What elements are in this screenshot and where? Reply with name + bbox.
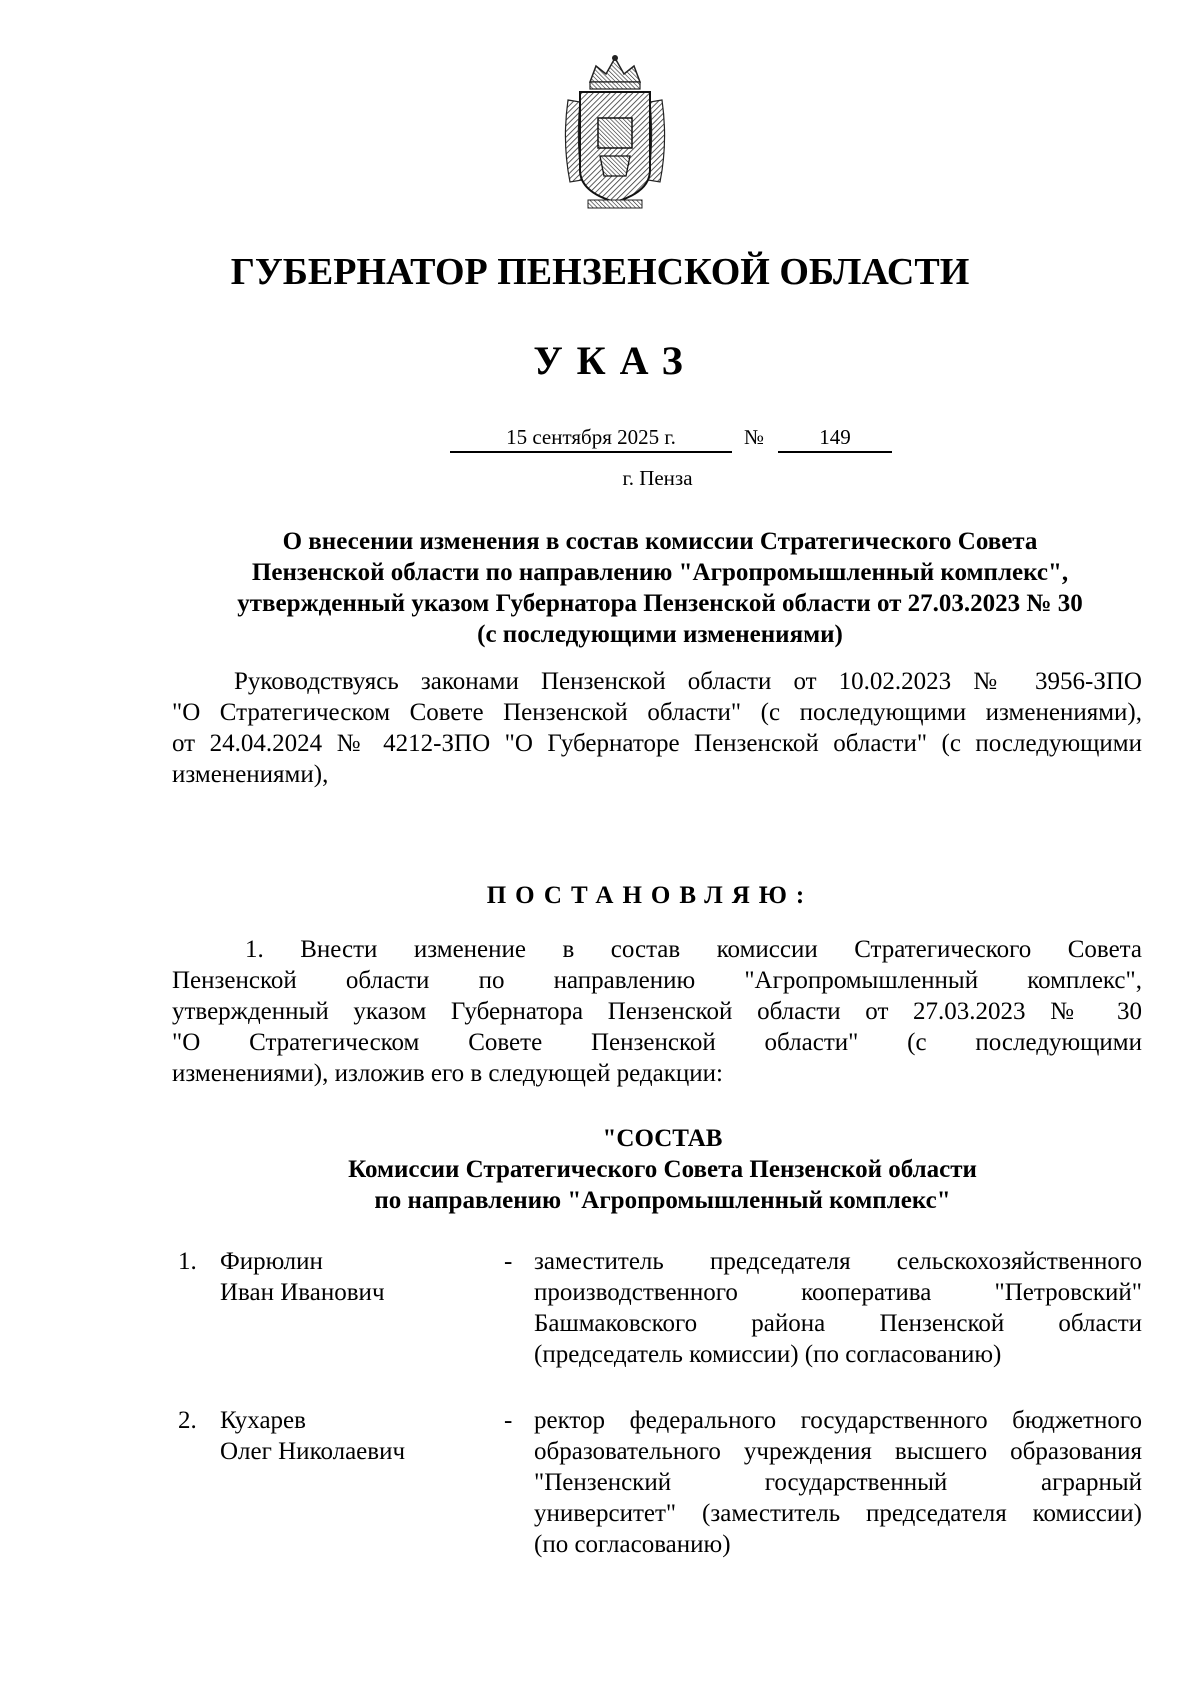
- item-1-line: "О Стратегическом Совете Пензенской области" (с последующими: [172, 1029, 1142, 1056]
- member-desc-line: Башмаковского района Пензенской области: [534, 1310, 1142, 1337]
- member-dash: -: [504, 1407, 513, 1434]
- member-desc-line: "Пензенский государственный аграрный: [534, 1469, 1142, 1496]
- document-number: 149: [778, 425, 892, 453]
- preamble-line: "О Стратегическом Совете Пензенской области" (с последующими изменениями),: [172, 699, 1142, 726]
- member-name: [220, 1246, 385, 1308]
- member-number: 1.: [178, 1248, 197, 1275]
- subject-line: утвержденный указом Губернатора Пензенской области от 27.03.2023 № 30: [237, 590, 1083, 617]
- document-subject: [160, 526, 1160, 650]
- member-description: [534, 1405, 1142, 1560]
- member-dash: -: [504, 1248, 513, 1275]
- member-desc-line: университет" (заместитель председателя комиссии): [534, 1500, 1142, 1527]
- subject-line: О внесении изменения в состав комиссии Стратегического Совета: [282, 528, 1038, 555]
- item-1-line: утвержденный указом Губернатора Пензенской области от 27.03.2023 № 30: [172, 998, 1142, 1025]
- composition-subtitle: по направлению "Агропромышленный комплекс": [374, 1187, 951, 1214]
- member-desc-line: образовательного учреждения высшего образования: [534, 1438, 1142, 1465]
- org-title: ГУБЕРНАТОР ПЕНЗЕНСКОЙ ОБЛАСТИ: [230, 251, 970, 293]
- preamble-line: от 24.04.2024 № 4212-ЗПО "О Губернаторе Пензенской области" (с последующими: [172, 730, 1142, 757]
- subject-line: (с последующими изменениями): [477, 621, 843, 648]
- member-desc-line: ректор федерального государственного бюджетного: [534, 1407, 1142, 1434]
- document-type: УКАЗ: [533, 338, 697, 383]
- member-desc-line: заместитель председателя сельскохозяйственного: [534, 1248, 1142, 1275]
- member-given-name: Иван Иванович: [220, 1279, 385, 1306]
- member-name: [220, 1405, 405, 1467]
- item-1-paragraph: [172, 934, 1142, 1089]
- member-desc-line: (по согласованию): [534, 1531, 731, 1558]
- subject-line: Пензенской области по направлению "Агропромышленный комплекс",: [251, 559, 1069, 586]
- item-1-line: 1. Внести изменение в состав комиссии Стратегического Совета: [245, 936, 1142, 963]
- member-desc-line: (председатель комиссии) (по согласованию): [534, 1341, 1002, 1368]
- item-1-line: изменениями), изложив его в следующей редакции:: [172, 1060, 723, 1087]
- member-surname: Кухарев: [220, 1407, 306, 1434]
- preamble-paragraph: [172, 666, 1142, 790]
- document-city: г. Пенза: [622, 466, 693, 490]
- preamble-line: изменениями),: [172, 761, 329, 788]
- coat-of-arms-icon: [560, 52, 670, 210]
- item-1-line: Пензенской области по направлению "Агропромышленный комплекс",: [172, 967, 1142, 994]
- decree-word: ПОСТАНОВЛЯЮ:: [486, 882, 814, 909]
- member-number: 2.: [178, 1407, 197, 1434]
- member-desc-line: производственного кооператива "Петровский": [534, 1279, 1142, 1306]
- member-surname: Фирюлин: [220, 1248, 323, 1275]
- composition-title: "СОСТАВ: [602, 1125, 723, 1152]
- composition-heading: [0, 1123, 1200, 1216]
- member-given-name: Олег Николаевич: [220, 1438, 406, 1465]
- composition-subtitle: Комиссии Стратегического Совета Пензенской области: [348, 1156, 977, 1183]
- member-description: [534, 1246, 1142, 1370]
- document-date: 15 сентября 2025 г.: [450, 425, 732, 453]
- preamble-line: Руководствуясь законами Пензенской области от 10.02.2023 № 3956-ЗПО: [234, 668, 1142, 695]
- number-sign: №: [744, 425, 765, 449]
